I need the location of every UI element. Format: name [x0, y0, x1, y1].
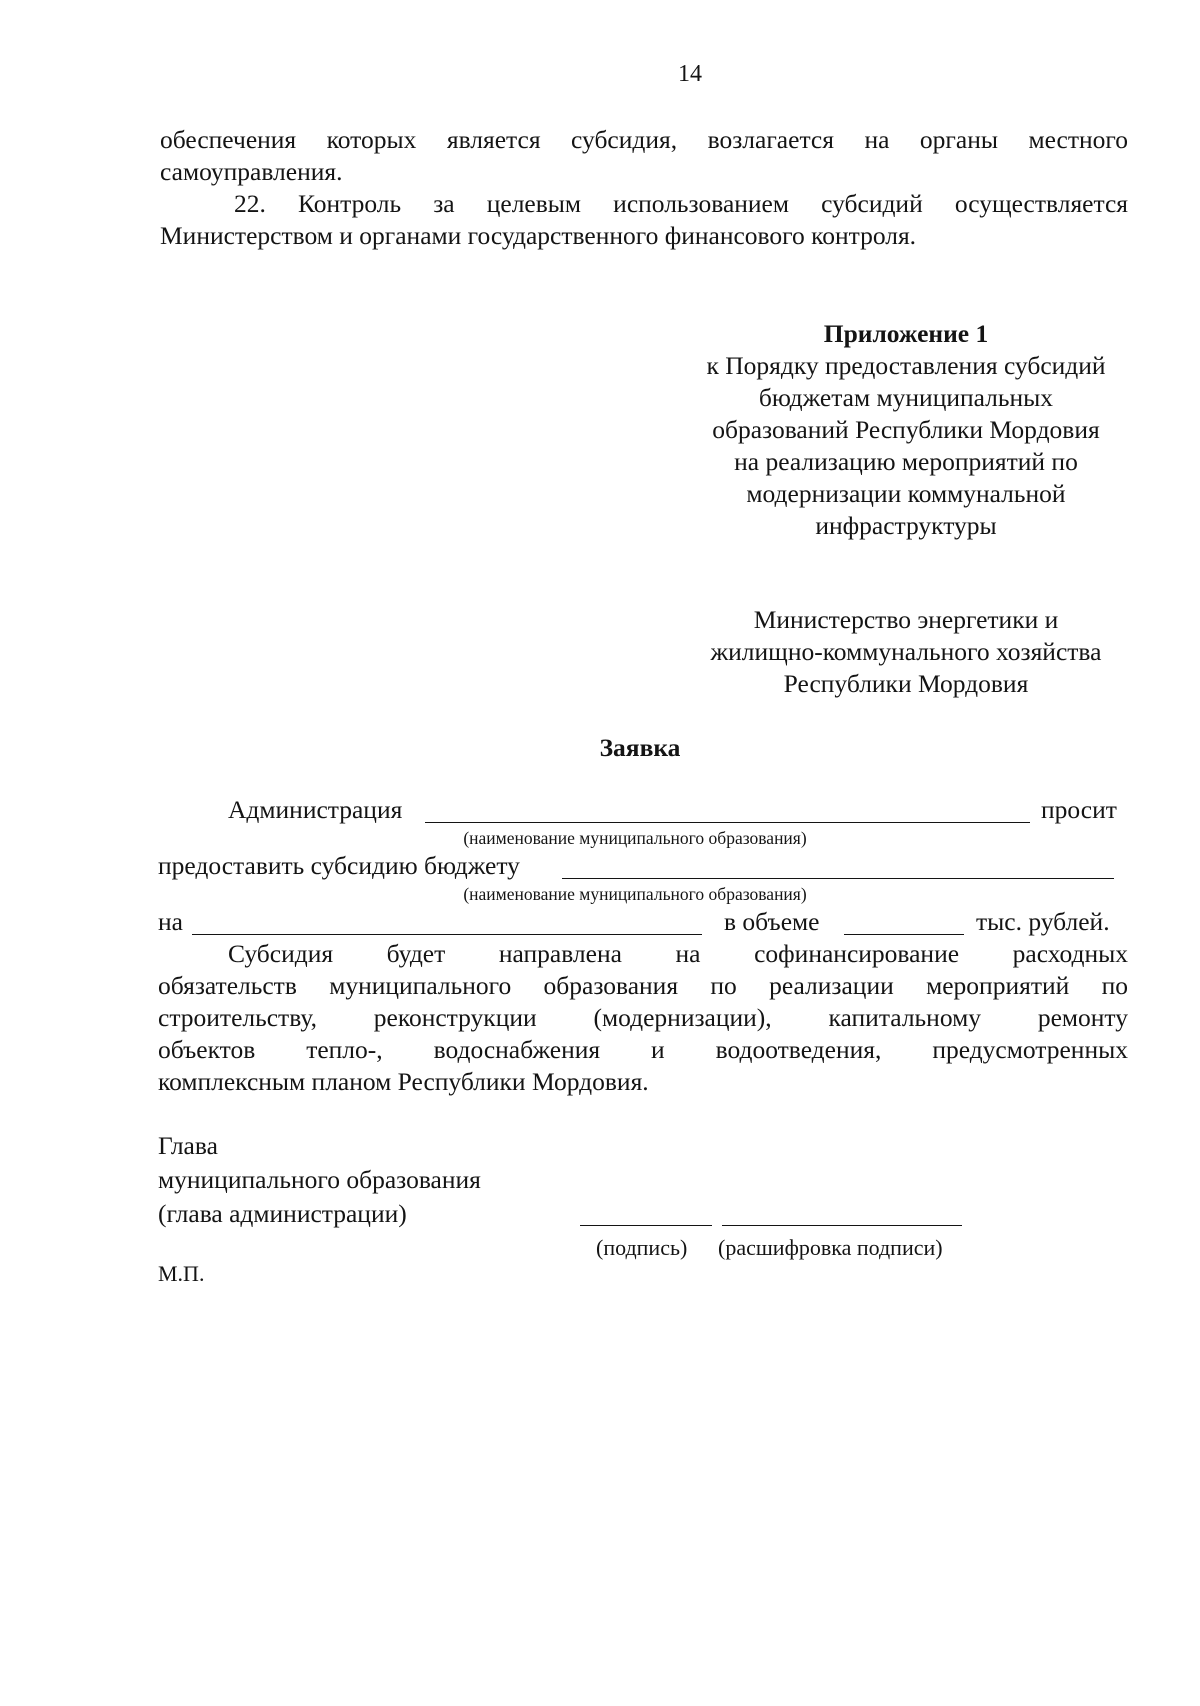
addressee-block: [668, 604, 1144, 700]
subsidy-line-4: объектов тепло-, водоснабжения и водоотведения, предусмотренных: [158, 1035, 1128, 1064]
volume-field[interactable]: [844, 934, 964, 935]
subsidy-line-3: строительству, реконструкции (модернизации), капитальному ремонту: [158, 1003, 1128, 1032]
provide-label: предоставить субсидию бюджету: [158, 851, 520, 880]
municipality-name-field-2[interactable]: [562, 878, 1114, 879]
asks-label: просит: [1041, 795, 1117, 824]
signature-decoding-field[interactable]: [722, 1225, 962, 1226]
volume-label: в объеме: [724, 907, 820, 936]
for-label: на: [158, 907, 183, 936]
administration-label: Администрация: [228, 795, 403, 824]
signature-decoding-hint: (расшифровка подписи): [718, 1235, 943, 1260]
municipality-hint-2: (наименование муниципального образования): [463, 884, 807, 904]
continuation-line-1: обеспечения которых является субсидия, возлагается на органы местного: [160, 125, 1128, 154]
appendix-line: к Порядку предоставления субсидий: [706, 351, 1106, 380]
currency-label: тыс. рублей.: [976, 907, 1110, 936]
addressee-line: Республики Мордовия: [783, 669, 1029, 698]
head-title-line-1: Глава: [158, 1131, 218, 1160]
purpose-field[interactable]: [192, 934, 702, 935]
signature-field[interactable]: [580, 1225, 712, 1226]
appendix-line: бюджетам муниципальных: [758, 383, 1054, 412]
appendix-line: инфраструктуры: [815, 511, 997, 540]
signature-hint: (подпись): [596, 1235, 688, 1260]
addressee-line: Министерство энергетики и: [753, 605, 1059, 634]
appendix-line: образований Республики Мордовия: [712, 415, 1100, 444]
item-22-line-1: 22. Контроль за целевым использованием субсидий осуществляется: [234, 189, 1128, 218]
continuation-line-2: самоуправления.: [160, 157, 343, 186]
head-title-line-2: муниципального образования: [158, 1165, 481, 1194]
municipality-hint-1: (наименование муниципального образования): [463, 828, 807, 848]
page-number: 14: [678, 61, 702, 87]
addressee-line: жилищно-коммунального хозяйства: [710, 637, 1102, 666]
stamp-place-label: М.П.: [158, 1261, 205, 1286]
subsidy-line-5: комплексным планом Республики Мордовия.: [158, 1067, 649, 1096]
subsidy-line-2: обязательств муниципального образования по реализации мероприятий по: [158, 971, 1128, 1000]
form-title: Заявка: [599, 733, 681, 762]
head-title-line-3: (глава администрации): [158, 1199, 407, 1228]
appendix-block: [668, 318, 1144, 542]
municipality-name-field-1[interactable]: [425, 822, 1030, 823]
item-22-line-2: Министерством и органами государственного финансового контроля.: [160, 221, 917, 250]
appendix-title: Приложение 1: [823, 319, 989, 348]
appendix-line: модернизации коммунальной: [746, 479, 1066, 508]
appendix-line: на реализацию мероприятий по: [734, 447, 1078, 476]
subsidy-line-1: Субсидия будет направлена на софинансирование расходных: [228, 939, 1128, 968]
